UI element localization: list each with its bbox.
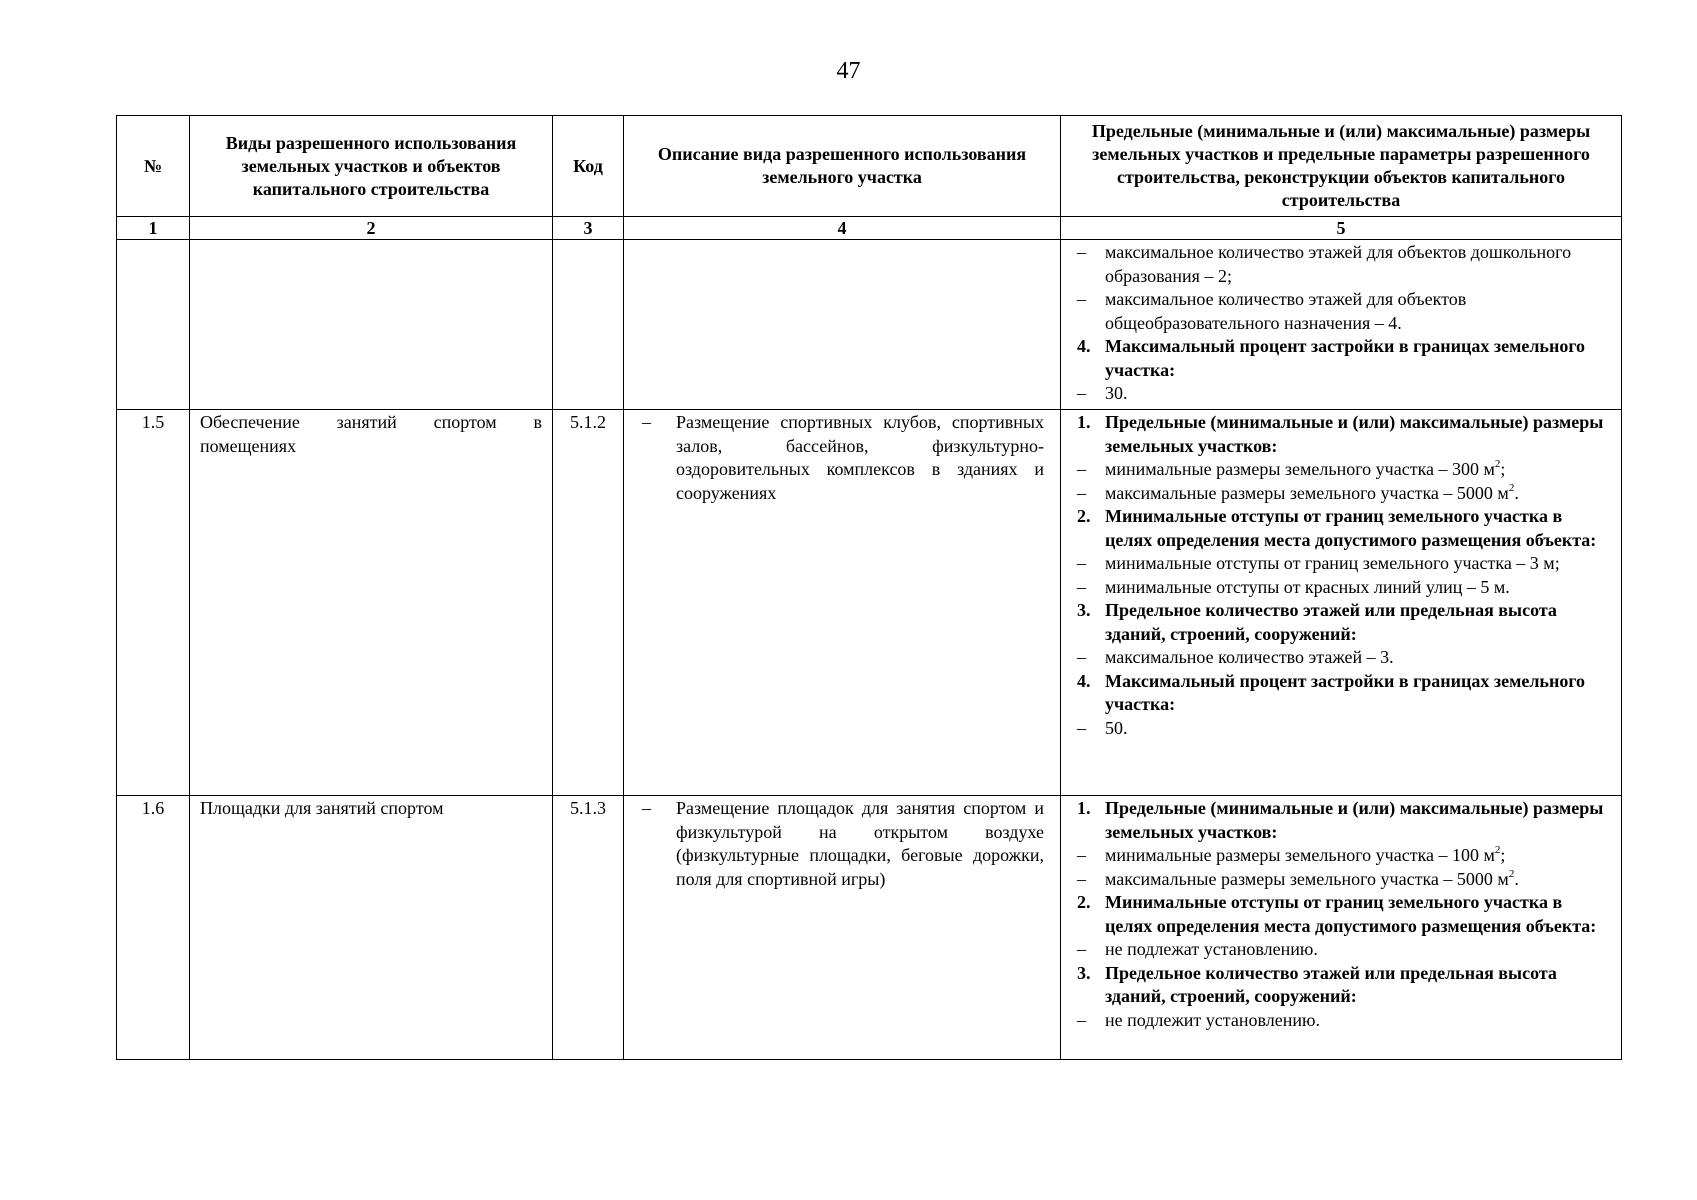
parameter-text: Предельное количество этажей или предельная высота зданий, строений, сооружений: [1105,962,1557,1006]
parameter-marker: 2. [1077,892,1091,912]
row-number [117,240,190,410]
header-parameters: Предельные (минимальные и (или) максимальные) размеры земельных участков и предельные параметры разрешенного строительства, реконструкции объектов капитального строительства [1061,116,1622,217]
parameter-text-wrap [1105,411,1613,458]
header-code: Код [553,116,624,217]
row-use-type [190,240,553,410]
parameter-marker: – [1077,242,1086,262]
parameter-text: Максимальный процент застройки в границах земельного участка: [1105,670,1586,714]
row-description [624,796,1061,1060]
parameter-value [1077,458,1613,482]
parameter-value [1077,382,1613,406]
column-number: 4 [624,217,1061,240]
zoning-table [116,115,1622,1060]
parameter-text-wrap [1105,844,1613,868]
parameter-text-wrap [1105,241,1613,288]
parameter-marker: 1. [1077,412,1091,432]
description-item [642,797,1044,891]
column-number-row [117,217,1622,240]
parameter-text: не подлежит установлению. [1105,1009,1320,1030]
parameter-marker: – [1077,868,1086,889]
row-parameters [1061,410,1622,796]
parameter-marker: – [1077,482,1086,503]
row-description [624,240,1061,410]
parameter-marker: 4. [1077,670,1091,691]
parameter-text-wrap [1105,868,1613,892]
parameter-text-wrap [1105,458,1613,482]
parameter-value [1077,844,1613,868]
superscript: 2 [1494,458,1501,470]
parameter-value [1077,288,1613,335]
parameter-marker: – [1077,576,1086,597]
parameter-marker: – [1077,717,1086,738]
parameter-heading [1077,505,1613,552]
parameter-text-wrap [1105,938,1613,962]
parameter-value [1077,482,1613,506]
parameter-text: максимальное количество этажей для объектов общеобразовательного назначения – 4. [1105,289,1467,333]
parameter-text-wrap [1105,288,1613,335]
parameter-text: максимальное количество этажей – 3. [1105,647,1394,667]
parameter-text: Минимальные отступы от границ земельного участка в целях определения места допустимого размещения объекта: [1105,892,1597,936]
description-item [642,411,1044,505]
parameter-text-wrap [1105,717,1613,741]
parameter-marker: 3. [1077,600,1091,620]
parameter-marker: – [1077,647,1086,667]
table-row [117,410,1622,796]
parameter-value [1077,576,1613,600]
parameter-text: минимальные размеры земельного участка – 300 м [1105,459,1495,479]
parameter-tail: . [1514,868,1519,889]
parameter-tail: ; [1500,459,1506,479]
table-row [117,240,1622,410]
column-number: 3 [553,217,624,240]
column-number: 1 [117,217,190,240]
parameter-marker: 2. [1077,506,1091,526]
parameter-text: максимальные размеры земельного участка – 5000 м [1105,482,1509,503]
parameter-value [1077,868,1613,892]
parameter-text-wrap [1105,646,1613,670]
header-number: № [117,116,190,217]
parameter-text-wrap [1105,382,1613,406]
parameter-text-wrap [1105,962,1613,1009]
parameter-text: Предельное количество этажей или предельная высота зданий, строений, сооружений: [1105,600,1557,644]
row-use-type: Обеспечение занятий спортом в помещениях [190,410,553,796]
header-use-type: Виды разрешенного использования земельных участков и объектов капитального строительства [190,116,553,217]
parameter-text: Предельные (минимальные и (или) максимальные) размеры земельных участков: [1105,412,1604,456]
parameter-marker: – [1077,845,1086,865]
parameter-value [1077,241,1613,288]
row-description [624,410,1061,796]
row-number: 1.5 [117,410,190,796]
dash-marker: – [642,412,651,432]
parameter-text-wrap [1105,891,1613,938]
parameter-text: максимальное количество этажей для объектов дошкольного образования – 2; [1105,242,1572,286]
parameter-heading [1077,599,1613,646]
parameter-text-wrap [1105,797,1613,844]
parameter-text: Минимальные отступы от границ земельного участка в целях определения места допустимого размещения объекта: [1105,506,1597,550]
parameter-text-wrap [1105,599,1613,646]
row-use-type: Площадки для занятий спортом [190,796,553,1060]
parameter-text-wrap [1105,576,1613,600]
parameter-marker: – [1077,289,1086,309]
parameter-text-wrap [1105,505,1613,552]
parameter-tail: . [1514,482,1519,503]
parameter-value [1077,552,1613,576]
parameter-text: не подлежат установлению. [1105,939,1318,959]
parameter-text: 50. [1105,717,1128,738]
parameter-text: минимальные отступы от красных линий улиц – 5 м. [1105,576,1510,597]
parameter-heading [1077,670,1613,717]
parameter-text-wrap [1105,1009,1613,1033]
parameter-value [1077,1009,1613,1033]
parameter-heading [1077,411,1613,458]
dash-marker: – [642,798,651,818]
row-parameters [1061,240,1622,410]
parameter-text-wrap [1105,482,1613,506]
row-code: 5.1.3 [553,796,624,1060]
parameter-marker: – [1077,553,1086,573]
parameter-heading [1077,891,1613,938]
column-number: 5 [1061,217,1622,240]
parameter-text: максимальные размеры земельного участка – 5000 м [1105,868,1509,889]
parameter-marker: – [1077,1009,1086,1030]
parameter-value [1077,646,1613,670]
parameter-marker: – [1077,939,1086,959]
description-text: Размещение спортивных клубов, спортивных залов, бассейнов, физкультурно-оздоровительных комплексов в зданиях и сооружениях [676,412,1044,503]
parameter-text-wrap [1105,552,1613,576]
header-description: Описание вида разрешенного использования земельного участка [624,116,1061,217]
superscript: 2 [1508,481,1515,494]
column-number: 2 [190,217,553,240]
parameter-value [1077,938,1613,962]
row-parameters [1061,796,1622,1060]
parameter-marker: 1. [1077,798,1091,818]
table-header-row [117,116,1622,217]
parameter-text: Максимальный процент застройки в границах земельного участка: [1105,336,1586,380]
table-row [117,796,1622,1060]
parameter-text-wrap [1105,670,1613,717]
parameter-text: Предельные (минимальные и (или) максимальные) размеры земельных участков: [1105,798,1604,842]
parameter-marker: – [1077,383,1086,403]
table-body [117,240,1622,1060]
row-code [553,240,624,410]
row-number: 1.6 [117,796,190,1060]
parameter-text: минимальные отступы от границ земельного участка – 3 м; [1105,553,1560,573]
parameter-value [1077,717,1613,741]
superscript: 2 [1508,867,1515,880]
parameter-heading [1077,797,1613,844]
parameter-heading [1077,962,1613,1009]
parameter-text: минимальные размеры земельного участка – 100 м [1105,845,1495,865]
parameter-marker: 3. [1077,962,1091,983]
description-text: Размещение площадок для занятия спортом и физкультурой на открытом воздухе (физкультурные площадки, беговые дорожки, поля для спортивной игры) [676,798,1044,889]
parameter-marker: 4. [1077,336,1091,356]
row-code: 5.1.2 [553,410,624,796]
parameter-tail: ; [1500,845,1506,865]
parameter-text: 30. [1105,383,1128,403]
parameter-marker: – [1077,459,1086,479]
superscript: 2 [1494,844,1501,856]
page-number: 47 [836,58,861,84]
parameter-text-wrap [1105,335,1613,382]
parameter-heading [1077,335,1613,382]
